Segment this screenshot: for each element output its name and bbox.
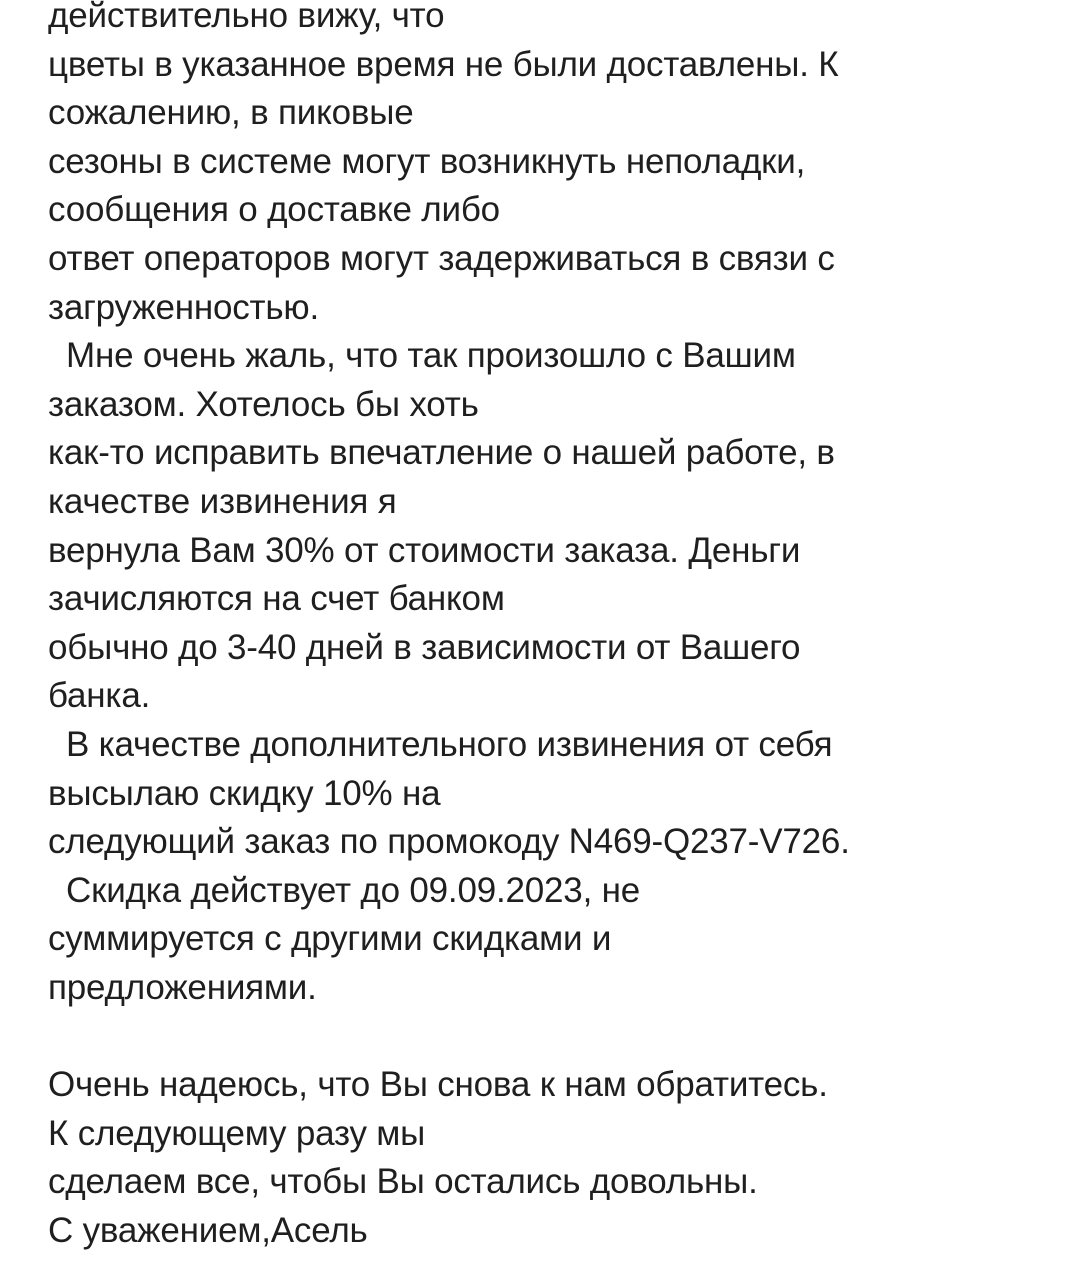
- message-line: заказом. Хотелось бы хоть: [48, 384, 479, 424]
- message-line: качестве извинения я: [48, 481, 397, 521]
- message-line: суммируется с другими скидками и: [48, 919, 612, 959]
- message-line: В качестве дополнительного извинения от себя: [66, 724, 833, 764]
- message-line: С уважением,Асель: [48, 1210, 368, 1250]
- cut-off-timestamp-line: [48, 1262, 748, 1282]
- message-line: следующий заказ по промокоду N469-Q237-V726.: [48, 822, 850, 862]
- message-line: как-то исправить впечатление о нашей работе, в: [48, 433, 835, 473]
- message-line: сезоны в системе могут возникнуть неполадки,: [48, 141, 806, 181]
- message-line: Скидка действует до 09.09.2023, не: [66, 870, 641, 910]
- message-line: цветы в указанное время не были доставлены. К: [48, 44, 839, 84]
- message-line: зачисляются на счет банком: [48, 579, 505, 619]
- message-line: сообщения о доставке либо: [48, 190, 500, 230]
- message-line: высылаю скидку 10% на: [48, 773, 441, 813]
- message-line: вернула Вам 30% от стоимости заказа. Деньги: [48, 530, 801, 570]
- message-line: К следующему разу мы: [48, 1113, 426, 1153]
- message-line: Мне очень жаль, что так произошло с Вашим: [66, 336, 796, 376]
- message-line: предложениями.: [48, 967, 317, 1007]
- message-line: сделаем все, чтобы Вы остались довольны.: [48, 1162, 758, 1202]
- message-line: Очень надеюсь, что Вы снова к нам обратитесь.: [48, 1065, 828, 1105]
- message-line: ответ операторов могут задерживаться в связи с: [48, 238, 835, 278]
- message-line: банка.: [48, 676, 151, 716]
- message-line: сожалению, в пиковые: [48, 93, 414, 133]
- message-line: действительно вижу, что: [48, 0, 445, 35]
- message-line: загруженностью.: [48, 287, 319, 327]
- blank-line: [48, 1012, 1058, 1061]
- message-line: обычно до 3-40 дней в зависимости от Вашего: [48, 627, 801, 667]
- message-text: [48, 0, 1058, 1255]
